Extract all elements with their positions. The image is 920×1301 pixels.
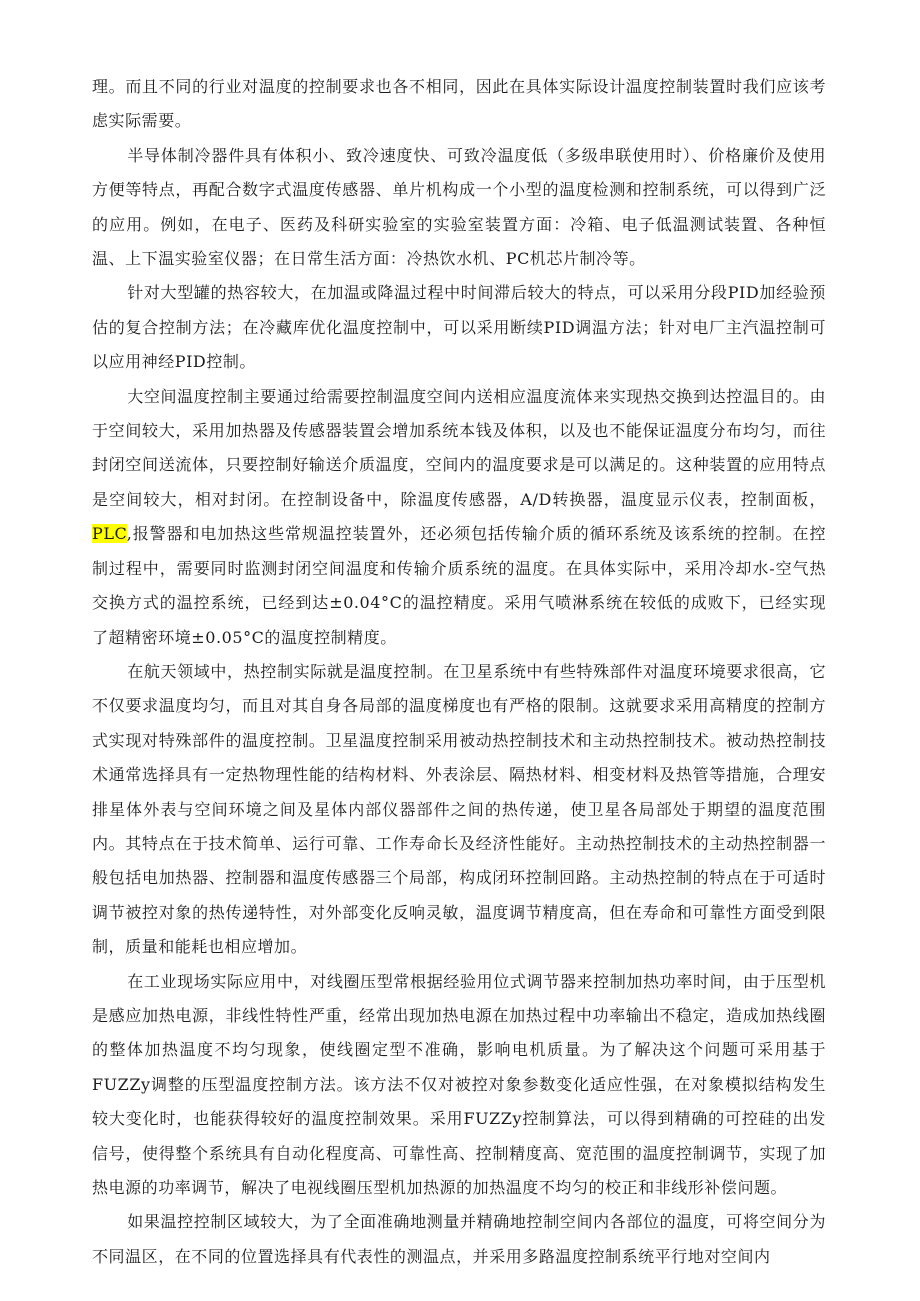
paragraph-text-before-highlight: 大空间温度控制主要通过给需要控制温度空间内送相应温度流体来实现热交换到达控温目的。由于空间较大，采用加热器及传感器装置会增加系统本钱及体积，以及也不能保证温度分布均匀，而往封闭空间送流体，只要控制好输送介质温度，空间内的温度要求是可以满足的。这种装置的应用特点是空间较大，相对封闭。在控制设备中，除温度传感器，A/D转换器，温度显示仪表，控制面板， [92, 386, 826, 509]
paragraph-continuation: 理。而且不同的行业对温度的控制要求也各不相同，因此在具体实际设计温度控制装置时我们应该考虑实际需要。 [92, 77, 826, 131]
document-body [92, 70, 826, 1274]
paragraph-industrial-fuzzy: 在工业现场实际应用中，对线圈压型常根据经验用位式调节器来控制加热功率时间，由于压型机是感应加热电源，非线性特性严重，经常出现加热电源在加热过程中功率输出不稳定，造成加热线圈的整体加热温度不均匀现象，使线圈定型不准确，影响电机质量。为了解决这个问题可采用基于FUZZy调整的压型温度控制方法。该方法不仅对被控对象参数变化适应性强，在对象模拟结构发生较大变化时，也能获得较好的温度控制效果。采用FUZZy控制算法，可以得到精确的可控硅的出发信号，使得整个系统具有自动化程度高、可靠性高、控制精度高、宽范围的温度控制调节，实现了加热电源的功率调节，解决了电视线圈压型机加热源的加热温度不均匀的校正和非线形补偿问题。 [92, 971, 826, 1197]
highlighted-term: PLC [92, 524, 127, 544]
paragraph-multi-zone: 如果温控控制区域较大，为了全面准确地测量并精确地控制空间内各部位的温度，可将空间分为不同温区，在不同的位置选择具有代表性的测温点，并采用多路温度控制系统平行地对空间内 [92, 1212, 826, 1266]
paragraph-text-after-highlight: ,报警器和电加热这些常规温控装置外，还必须包括传输介质的循环系统及该系统的控制。在控制过程中，需要同时监测封闭空间温度和传输介质系统的温度。在具体实际中，采用冷却水-空气热交换方式的温控系统，已经到达±0.04°C的温控精度。采用气喷淋系统在较低的成败下，已经实现了超精密环境±0.05°C的温度控制精度。 [92, 524, 826, 647]
paragraph-pid-control: 针对大型罐的热容较大，在加温或降温过程中时间滞后较大的特点，可以采用分段PID加经验预估的复合控制方法；在冷藏库优化温度控制中，可以采用断续PID调温方法；针对电厂主汽温控制可以应用神经PID控制。 [92, 283, 826, 372]
paragraph-semiconductor-cooling: 半导体制冷器件具有体积小、致冷速度快、可致冷温度低（多级串联使用时）、价格廉价及使用方便等特点，再配合数字式温度传感器、单片机构成一个小型的温度检测和控制系统，可以得到广泛的应用。例如，在电子、医药及科研实验室的实验室装置方面：冷箱、电子低温测试装置、各种恒温、上下温实验室仪器；在日常生活方面：冷热饮水机、PC机芯片制冷等。 [92, 145, 826, 269]
paragraph-aerospace: 在航天领域中，热控制实际就是温度控制。在卫星系统中有些特殊部件对温度环境要求很高，它不仅要求温度均匀，而且对其自身各局部的温度梯度也有严格的限制。这就要求采用高精度的控制方式实现对特殊部件的温度控制。卫星温度控制采用被动热控制技术和主动热控制技术。被动热控制技术通常选择具有一定热物理性能的结构材料、外表涂层、隔热材料、相变材料及热管等措施，合理安排星体外表与空间环境之间及星体内部仪器部件之间的热传递，使卫星各局部处于期望的温度范围内。其特点在于技术简单、运行可靠、工作寿命长及经济性能好。主动热控制技术的主动热控制器一般包括电加热器、控制器和温度传感器三个局部，构成闭环控制回路。主动热控制的特点在于可适时调节被控对象的热传递特性，对外部变化反响灵敏，温度调节精度高，但在寿命和可靠性方面受到限制，质量和能耗也相应增加。 [92, 661, 826, 957]
paragraph-large-space [92, 380, 826, 655]
